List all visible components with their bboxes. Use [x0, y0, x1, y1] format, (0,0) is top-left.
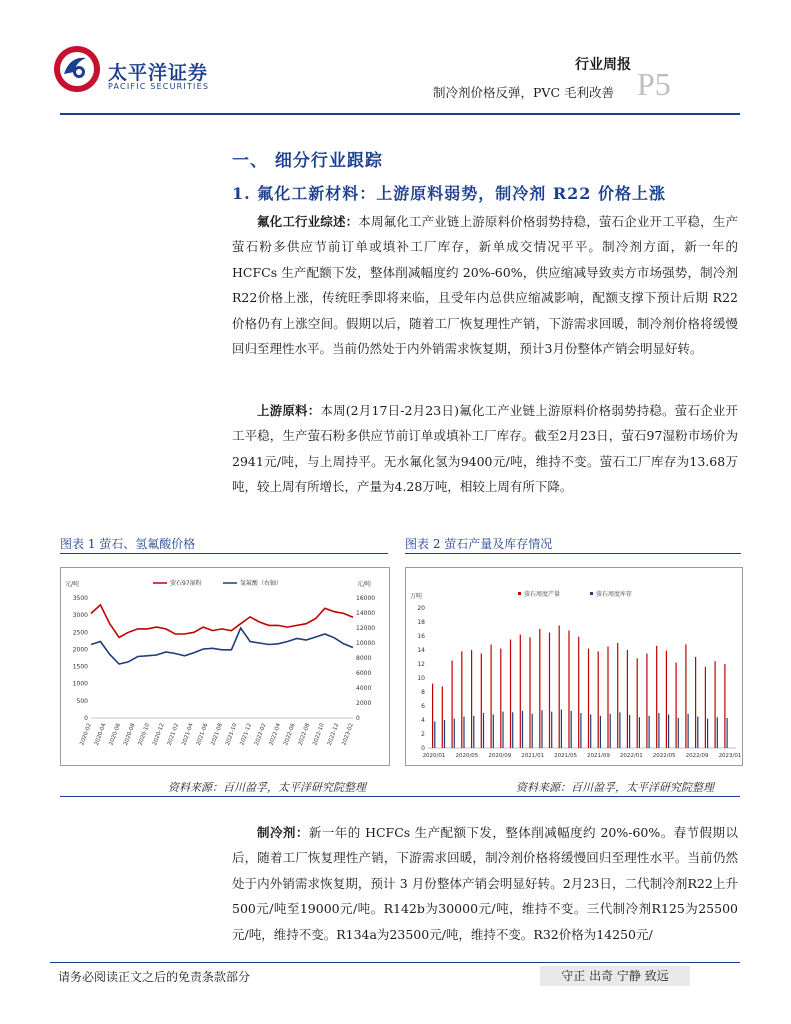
x-tick: 2020-04: [93, 722, 108, 747]
x-tick: 2023-02: [341, 722, 355, 747]
x-tick: 2020/01: [422, 753, 446, 759]
footer-divider: [50, 962, 740, 963]
bar: [578, 637, 579, 748]
x-tick: 2022/05: [652, 753, 676, 759]
logo-icon: [52, 44, 102, 94]
bar: [510, 640, 511, 749]
x-tick: 2021-02: [166, 722, 181, 747]
y-tick: 10: [417, 675, 425, 682]
y-tick: 8: [421, 689, 425, 696]
y-tick: 6: [421, 703, 425, 710]
bar: [629, 715, 630, 748]
paragraph-body: 本周氟化工产业链上游原料价格弱势持稳，萤石企业开工平稳，生产萤石粉多供应节前订单或填补工厂库存，新单成交情况平平。制冷剂方面，新一年的 HCFCs 生产配额下发，整体削减幅度约 20%-60%，供应缩减导致卖方市场强势，制冷剂R22价格上涨，传统旺季即将来临，且受年内总供应缩减影响，配额支撑下预计后期 R22 价格仍有上涨空间。假期以后，随着工厂恢复理性产销，下游需求回暖，制冷剂价格将缓慢回归至理性水平。当前仍然处于内外销需求恢复期，预计3月份整体产销会明显好转。: [232, 214, 738, 357]
bar: [532, 714, 533, 748]
bar: [432, 684, 433, 748]
bar: [500, 649, 501, 748]
brand-name-en: PACIFIC SECURITIES: [108, 82, 210, 91]
bar: [637, 658, 638, 748]
legend-label: 萤石周度产量: [524, 591, 561, 598]
y-tick-right: 16000: [356, 595, 376, 602]
chart-source: 资料来源：百川盈孚，太平洋研究院整理: [168, 781, 366, 794]
bar: [717, 717, 718, 748]
footer-motto: 守正 出奇 宁静 致远: [540, 966, 690, 986]
paragraph-upstream: [232, 398, 738, 500]
y-tick-right: 10000: [356, 640, 376, 647]
chart-source: 资料来源：百川盈孚，太平洋研究院整理: [516, 781, 714, 794]
y-tick-right: 0: [356, 715, 360, 722]
series-line: [91, 628, 353, 664]
x-tick: 2020-02: [79, 722, 93, 747]
y-tick: 4: [421, 717, 425, 724]
bar-chart: [406, 568, 742, 765]
y-tick-right: 14000: [356, 610, 376, 617]
bar: [539, 629, 540, 748]
y-tick: 16: [417, 633, 425, 640]
bar: [580, 713, 581, 748]
bar: [678, 718, 679, 748]
bar: [473, 716, 474, 748]
bar: [444, 720, 445, 748]
paragraph-lead: 氟化工行业综述：: [257, 214, 359, 229]
paragraph-lead: 制冷剂：: [257, 825, 309, 840]
y-tick-right: 4000: [356, 685, 372, 692]
axis-unit-left: 元/吨: [65, 581, 80, 588]
page-number: P5: [637, 66, 671, 102]
figure-divider: [60, 796, 740, 797]
bar: [668, 714, 669, 748]
bar: [461, 651, 462, 748]
bar: [705, 667, 706, 748]
legend-swatch: [590, 592, 593, 595]
x-tick: 2022-10: [312, 722, 326, 747]
bar: [656, 646, 657, 748]
x-tick: 2022-12: [326, 722, 341, 747]
y-tick-left: 1000: [72, 680, 88, 688]
y-tick-left: 2000: [72, 646, 88, 654]
x-tick: 2021/05: [554, 753, 577, 759]
bar: [727, 718, 728, 748]
bar: [600, 716, 601, 748]
header-divider: [60, 113, 740, 115]
bar: [483, 713, 484, 748]
bar: [481, 654, 482, 749]
bar: [463, 717, 464, 749]
bar: [649, 716, 650, 748]
bar: [607, 647, 608, 749]
bar: [491, 644, 492, 748]
section-heading: 一、 细分行业跟踪: [232, 151, 383, 171]
y-tick: 12: [417, 661, 425, 668]
legend-label: 萤石97湿粉: [170, 580, 202, 587]
bar: [502, 712, 503, 748]
y-tick: 20: [417, 605, 425, 612]
chart-fluorite-hf-price: [60, 567, 390, 766]
x-tick: 2021-04: [181, 722, 195, 747]
x-tick: 2021-06: [195, 722, 210, 747]
y-tick-left: 3500: [72, 595, 88, 602]
bar: [442, 686, 443, 748]
bar: [522, 711, 523, 748]
x-tick: 2020-06: [108, 722, 122, 747]
paragraph-refrigerant: [232, 820, 738, 947]
y-tick-right: 6000: [356, 670, 372, 677]
axis-unit-right: 元/吨: [357, 581, 372, 588]
x-tick: 2020-12: [152, 722, 166, 747]
caption-divider: [60, 553, 388, 554]
bar: [610, 714, 611, 748]
report-title: 制冷剂价格反弹，PVC 毛利改善: [433, 85, 614, 100]
bar: [619, 712, 620, 748]
bar: [568, 630, 569, 748]
bar: [452, 661, 453, 749]
x-tick: 2020-08: [123, 722, 137, 747]
y-tick-right: 12000: [356, 625, 376, 632]
report-type: 行业周报: [575, 57, 631, 73]
line-chart: [61, 568, 389, 765]
bar: [588, 649, 589, 748]
bar: [561, 710, 562, 749]
bar: [598, 651, 599, 748]
y-tick: 0: [421, 745, 425, 752]
bar: [512, 712, 513, 748]
bar: [688, 714, 689, 748]
x-tick: 2021/01: [521, 753, 545, 759]
bar: [676, 663, 677, 748]
x-tick: 2021-08: [210, 722, 224, 747]
x-tick: 2021-12: [239, 722, 253, 747]
brand-name: 太平洋证券: [108, 62, 209, 84]
bar: [559, 626, 560, 749]
bar: [471, 650, 472, 748]
y-tick-right: 2000: [356, 700, 372, 707]
y-tick-left: 1500: [72, 663, 88, 671]
bar: [551, 712, 552, 748]
subsection-heading: 1. 氟化工新材料：上游原料弱势，制冷剂 R22 价格上涨: [232, 184, 666, 203]
bar: [639, 717, 640, 748]
bar: [697, 717, 698, 749]
chart-fluorite-output-inventory: [405, 567, 743, 766]
bar: [724, 664, 725, 748]
paragraph-body: 本周(2月17日-2月23日)氟化工产业链上游原料价格弱势持稳。萤石企业开工平稳，生产萤石粉多供应节前订单或填补工厂库存。截至2月23日，萤石97湿粉市场价为2941元/吨，与上周持平。无水氟化氢为9400元/吨，维持不变。萤石工厂库存为13.68万吨，较上周有所增长，产量为4.28万吨，相较上周有所下降。: [232, 403, 738, 495]
x-tick: 2021/09: [587, 753, 610, 759]
x-tick: 2022/01: [619, 753, 643, 759]
bar: [695, 657, 696, 748]
legend-label: 萤石周度库存: [596, 591, 633, 598]
x-tick: 2022/09: [685, 753, 709, 759]
bar: [549, 633, 550, 749]
y-tick: 18: [417, 619, 425, 626]
bar: [658, 713, 659, 748]
bar: [617, 643, 618, 748]
legend-label: 氢氟酸（右轴）: [240, 580, 283, 587]
x-tick: 2022-02: [254, 722, 268, 747]
bar: [627, 650, 628, 748]
bar: [493, 714, 494, 748]
bar: [454, 719, 455, 748]
bar: [434, 721, 435, 748]
bar: [707, 719, 708, 748]
bar: [541, 710, 542, 748]
bar: [529, 637, 530, 748]
legend-swatch: [518, 592, 521, 595]
bar: [571, 711, 572, 748]
paragraph-lead: 上游原料：: [257, 403, 321, 418]
y-tick-left: 3000: [72, 612, 88, 620]
x-tick: 2022-08: [297, 722, 312, 747]
x-tick: 2020/05: [455, 753, 479, 759]
figure-caption: 图表 2 萤石产量及库存情况: [405, 537, 553, 551]
axis-unit: 万吨: [410, 593, 423, 600]
x-tick: 2020/09: [488, 753, 512, 759]
bar: [646, 654, 647, 749]
paragraph-body: 新一年的 HCFCs 生产配额下发，整体削减幅度约 20%-60%。春节假期以后，随着工厂恢复理性产销，下游需求回暖，制冷剂价格将缓慢回归至理性水平。当前仍然处于内外销需求恢复期，预计 3 月份整体产销会明显好转。2月23日，二代制冷剂R22上升500元/吨至19000元/吨。R142b为30000元/吨，维持不变。三代制冷剂R125为25500元/吨，维持不变。R134a为23500元/吨，维持不变。R32价格为14250元/: [232, 825, 738, 942]
bar: [666, 651, 667, 748]
bar: [715, 661, 716, 748]
x-tick: 2023/01: [718, 753, 742, 759]
x-tick: 2020-10: [137, 722, 152, 747]
footer-disclaimer: 请务必阅读正文之后的免责条款部分: [58, 970, 251, 984]
y-tick-left: 500: [76, 697, 88, 705]
paragraph-overview: [232, 209, 738, 361]
caption-divider: [405, 553, 741, 554]
x-tick: 2021-10: [224, 722, 239, 747]
y-tick: 14: [417, 647, 425, 654]
figure-caption: 图表 1 萤石、氢氟酸价格: [60, 537, 196, 551]
y-tick: 2: [421, 731, 425, 738]
series-line: [91, 605, 353, 638]
y-tick-left: 0: [84, 715, 88, 722]
bar: [520, 635, 521, 748]
bar: [685, 644, 686, 748]
y-tick-left: 2500: [72, 629, 88, 637]
bar: [590, 714, 591, 748]
y-tick-right: 8000: [356, 655, 372, 662]
x-tick: 2022-04: [268, 722, 283, 747]
x-tick: 2022-06: [283, 722, 297, 747]
